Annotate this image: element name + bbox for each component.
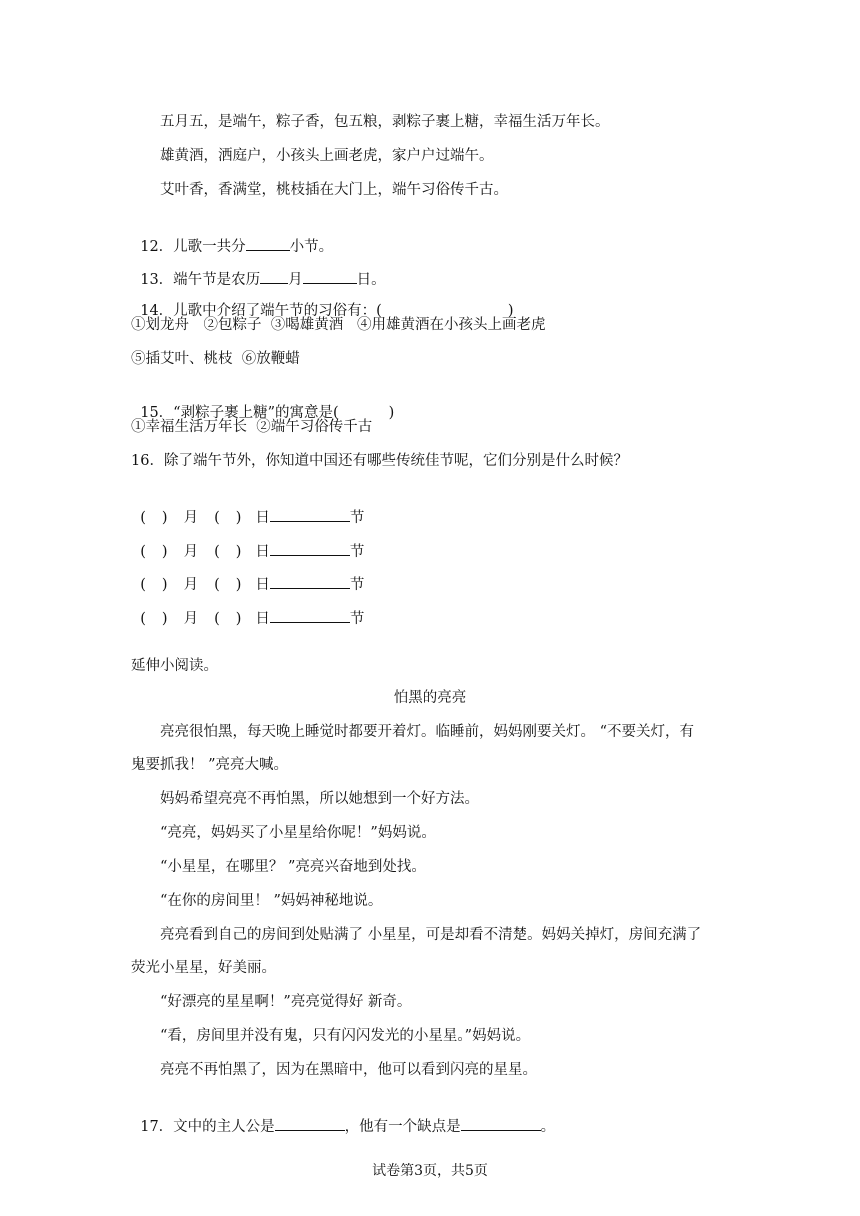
paren-open: ( [214, 577, 220, 593]
story-paragraph-1a: 亮亮很怕黑，每天晚上睡觉时都要开着灯。临睡前，妈妈刚要关灯。 “不要关灯，有 [160, 724, 695, 740]
question-13-text: 13．端午节是农历 [140, 272, 261, 288]
day-label: 日 [255, 510, 270, 526]
month-label: 月 [183, 577, 199, 593]
reading-intro: 延伸小阅读。 [131, 658, 218, 674]
story-paragraph-6b: 荧光小星星，好美丽。 [131, 960, 276, 976]
festival-label: 节 [349, 611, 365, 627]
paren-close: ) [235, 611, 242, 627]
story-paragraph-1b: 鬼要抓我！ ”亮亮大喊。 [131, 757, 289, 773]
question-15-text: 15．“剥粽子裹上糖”的寓意是( [140, 405, 339, 421]
question-12-suffix: 小节。 [289, 239, 334, 255]
paren-open: ( [214, 611, 220, 627]
story-paragraph-4: “小星星，在哪里？ ”亮亮兴奋地到处找。 [160, 859, 426, 875]
story-title: 怕黑的亮亮 [393, 690, 467, 706]
question-15-options: ①幸福生活万年长 ②端午习俗传千古 [131, 419, 373, 435]
question-15-close: ) [388, 405, 395, 421]
paren-open: ( [140, 510, 146, 526]
story-paragraph-3: “亮亮，妈妈买了小星星给你呢！”妈妈说。 [160, 825, 436, 841]
paren-close: ) [235, 577, 242, 593]
question-13-day: 日。 [356, 272, 386, 288]
paren-close: ) [161, 577, 168, 593]
question-14-options-2: ⑤插艾叶、桃枝 ⑥放鞭蜡 [131, 351, 300, 367]
question-16: 16．除了端午节外，你知道中国还有哪些传统佳节呢，它们分别是什么时候？ [131, 453, 628, 469]
paren-open: ( [214, 544, 220, 560]
question-17-middle: ，他有一个缺点是 [344, 1119, 461, 1135]
poem-line-1: 五月五，是端午，粽子香，包五粮，剥粽子裹上糖，幸福生活万年长。 [160, 114, 610, 130]
paren-open: ( [140, 611, 146, 627]
month-label: 月 [183, 544, 199, 560]
question-17-text: 17．文中的主人公是 [140, 1119, 275, 1135]
page-footer: 试卷第3页，共5页 [372, 1163, 488, 1179]
festival-label: 节 [349, 510, 365, 526]
festival-name-blank[interactable] [270, 606, 350, 623]
day-label: 日 [255, 544, 270, 560]
paren-open: ( [140, 577, 146, 593]
paren-close: ) [235, 510, 242, 526]
paren-close: ) [161, 544, 168, 560]
story-paragraph-9: 亮亮不再怕黑了，因为在黑暗中，他可以看到闪亮的星星。 [160, 1062, 537, 1078]
festival-row [131, 586, 364, 629]
poem-line-2: 雄黄酒，洒庭户，小孩头上画老虎，家户户过端午。 [160, 148, 494, 164]
story-paragraph-6a: 亮亮看到自己的房间到处贴满了 小星星，可是却看不清楚。妈妈关掉灯，房间充满了 [160, 927, 702, 943]
festival-label: 节 [349, 544, 365, 560]
question-13-month: 月 [288, 272, 303, 288]
paren-close: ) [235, 544, 242, 560]
question-17 [131, 1094, 555, 1137]
paren-open: ( [140, 544, 146, 560]
paren-open: ( [214, 510, 220, 526]
festival-label: 节 [349, 577, 365, 593]
paren-close: ) [161, 510, 168, 526]
month-label: 月 [183, 510, 199, 526]
story-paragraph-2: 妈妈希望亮亮不再怕黑，所以她想到一个好方法。 [160, 791, 479, 807]
month-label: 月 [183, 611, 199, 627]
question-14-text: 14．儿歌中介绍了端午节的习俗有：( [140, 303, 382, 319]
question-14-close: ) [507, 303, 514, 319]
story-paragraph-7: “好漂亮的星星啊！”亮亮觉得好 新奇。 [160, 994, 412, 1010]
day-label: 日 [255, 577, 270, 593]
paren-close: ) [161, 611, 168, 627]
question-17-flaw-blank[interactable] [461, 1114, 541, 1131]
day-label: 日 [255, 611, 270, 627]
question-17-end: 。 [540, 1119, 556, 1135]
question-17-protagonist-blank[interactable] [275, 1114, 345, 1131]
story-paragraph-5: “在你的房间里！ ”妈妈神秘地说。 [160, 893, 383, 909]
question-14-options-1: ①划龙舟 ②包粽子 ③喝雄黄酒 ④用雄黄酒在小孩头上画老虎 [131, 317, 546, 333]
poem-line-3: 艾叶香，香满堂，桃枝插在大门上，端午习俗传千古。 [160, 182, 508, 198]
question-12-text: 12．儿歌一共分 [140, 239, 246, 255]
story-paragraph-8: “看，房间里并没有鬼，只有闪闪发光的小星星。”妈妈说。 [160, 1028, 531, 1044]
